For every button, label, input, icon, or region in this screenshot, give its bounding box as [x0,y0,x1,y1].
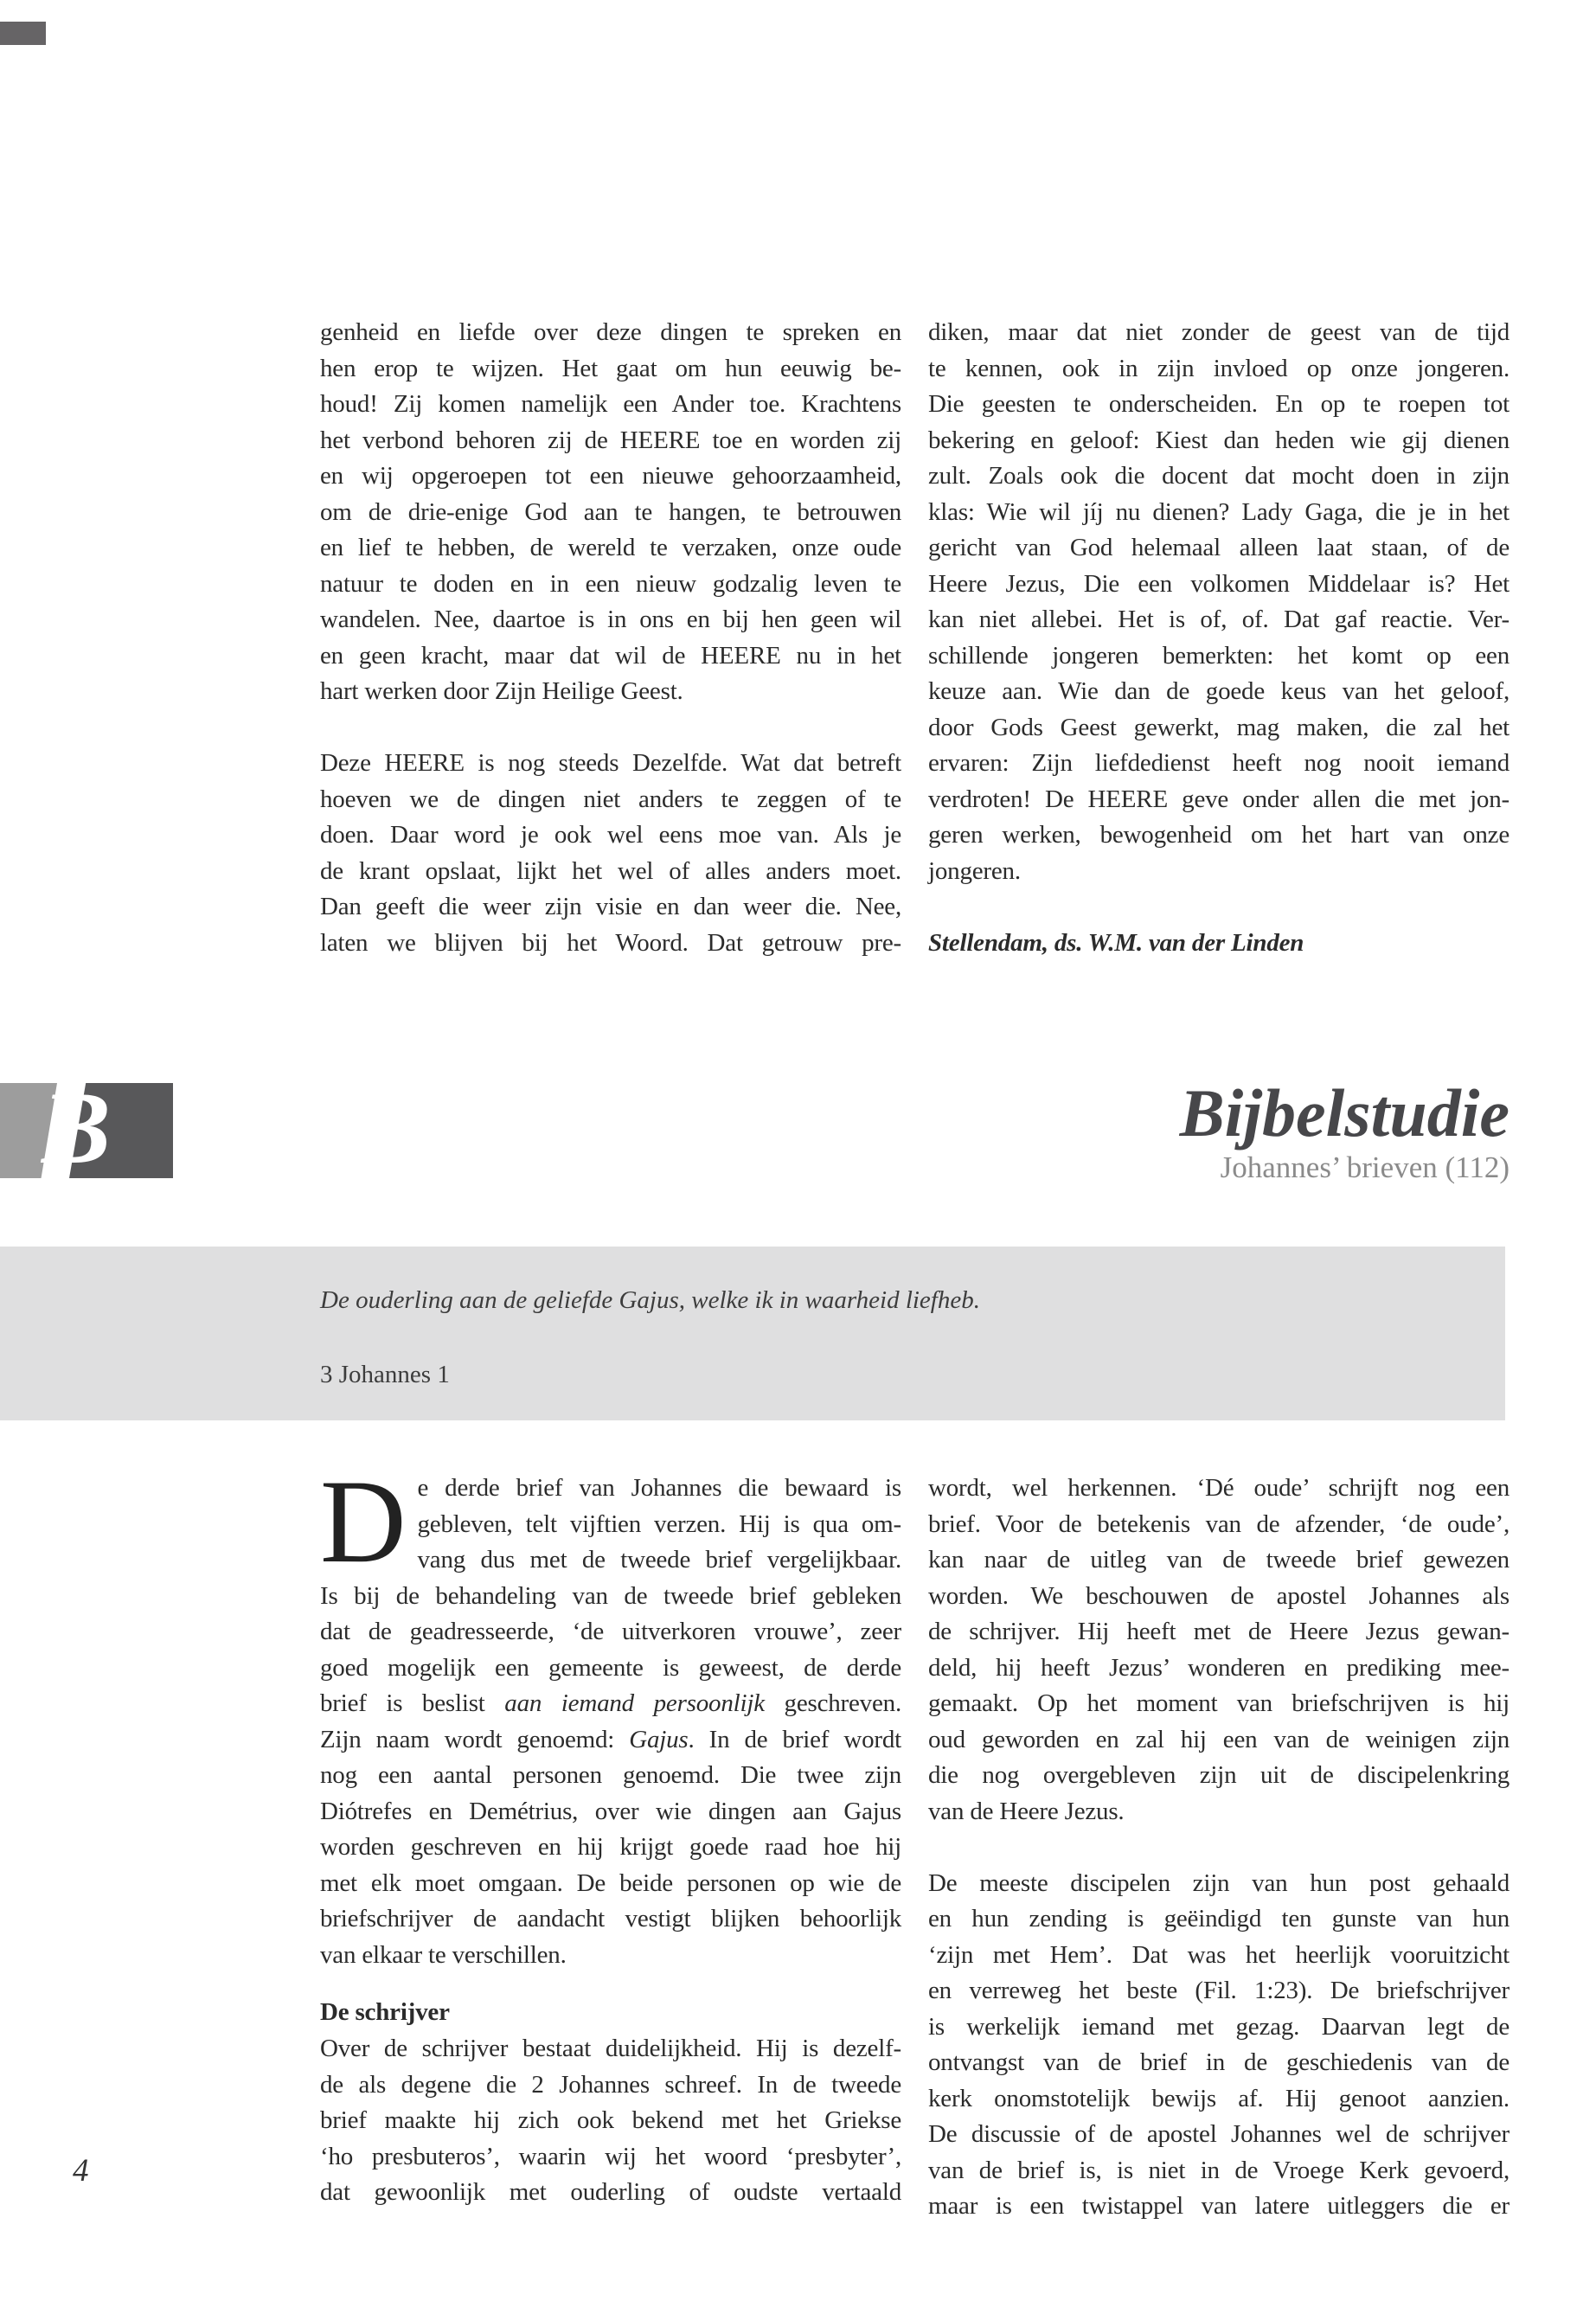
text-line: gemaakt. Op het moment van briefschrijven is hij [928,1689,1509,1717]
text-line: natuur te doden en in een nieuw godzalig leven te [320,569,901,598]
text-line: Diótrefes en Demétrius, over wie dingen aan Gajus [320,1797,901,1825]
quote-text: De ouderling aan de geliefde Gajus, welke ik in waarheid liefheb. [320,1286,980,1314]
text-line: ‘zijn met Hem’. Dat was het heerlijk vooruitzicht [928,1940,1509,1969]
text-line: wandelen. Nee, daartoe is in ons en bij hen geen wil [320,606,901,633]
text-line: met elk moet omgaan. De beide personen op wie de [320,1868,901,1897]
section-subheading: De schrijver [320,1998,450,2026]
text-line: hen erop te wijzen. Het gaat om hun eeuwig be- [320,354,901,382]
text-line: zult. Zoals ook die docent dat mocht doen in zijn [928,462,1509,490]
italic-text: aan iemand persoonlijk [504,1689,765,1717]
text-line: keuze aan. Wie dan de goede keus van het geloof, [928,677,1509,705]
text-line: maar is een twistappel van latere uitleggers die er [928,2192,1509,2220]
text-line: genheid en liefde over deze dingen te spreken en [320,318,901,346]
page-number: 4 [73,2153,89,2189]
quote-reference: 3 Johannes 1 [320,1361,450,1388]
intro-right-column [928,315,1509,961]
text-line: goed mogelijk een gemeente is geweest, de derde [320,1653,901,1682]
text-line: Die geesten te onderscheiden. En op te roepen tot [928,390,1509,418]
text-line: om de drie-enige God aan te hangen, te betrouwen [320,497,901,526]
text-line: brief is beslist aan iemand persoonlijk geschreven. [320,1689,901,1717]
corner-mark [0,22,46,45]
text-line: hoeven we de dingen niet anders te zeggen of te [320,785,901,813]
paragraph [928,1471,1509,1830]
text-line: houd! Zij komen namelijk een Ander toe. Krachtens [320,390,901,418]
text-line: bekering en geloof: Kiest dan heden wie gij dienen [928,426,1509,454]
text-line: en verreweg het beste (Fil. 1:23). De briefschrijver [928,1977,1509,2004]
text-line: Zijn naam wordt genoemd: Gajus. In de brief wordt [320,1725,901,1753]
text-line: e derde brief van Johannes die bewaard is [417,1474,901,1502]
text-line: Is bij de behandeling van de tweede brief gebleken [320,1581,901,1610]
text-line: doen. Daar word je ook wel eens moe van. Als je [320,821,901,849]
text-line: Over de schrijver bestaat duidelijkheid. Hij is dezelf- [320,2035,901,2062]
intro-left-column [320,315,901,961]
text-line: en lief te hebben, de wereld te verzaken, onze oude [320,534,901,561]
text-line: briefschrijver de aandacht vestigt blijken behoorlijk [320,1905,901,1932]
paragraph [320,746,901,961]
section-subtitle: Johannes’ brieven (112) [1220,1150,1509,1184]
paragraph [928,315,1509,889]
text-line: verdroten! De HEERE geve onder allen die met jon- [928,785,1509,813]
text-line: en geen kracht, maar dat wil de HEERE nu in het [320,641,901,670]
text-line: de schrijver. Hij heeft met de Heere Jezus gewan- [928,1618,1509,1645]
text-line: gebleven, telt vijftien verzen. Hij is qua om- [417,1509,901,1538]
text-line: het verbond behoren zij de HEERE toe en worden zij [320,426,901,454]
text-line: en wij opgeroepen tot een nieuwe gehoorzaamheid, [320,462,901,490]
text-line: worden. We beschouwen de apostel Johannes als [928,1581,1509,1610]
text-line: die nog overgebleven zijn uit de discipelenkring [928,1761,1509,1789]
text-line: brief maakte hij zich ook bekend met het Griekse [320,2106,901,2134]
text-line: Dan geeft die weer zijn visie en dan weer die. Nee, [320,893,901,920]
text-line: nog een aantal personen genoemd. Die twee zijn [320,1761,901,1789]
text-line: de krant opslaat, lijkt het wel of alles anders moet. [320,856,901,885]
text-line: jongeren. [928,856,1021,885]
text-line: brief. Voor de betekenis van de afzender, ‘de oude’, [928,1509,1509,1538]
text-line: van de brief is, is niet in de Vroege Kerk gevoerd, [928,2156,1509,2184]
text-line: geren werken, bewogenheid om het hart van onze [928,821,1509,849]
logo-letter-b: B [42,1070,112,1185]
text-line: kerk onomstotelijk bewijs af. Hij genoot aanzien. [928,2084,1509,2112]
italic-text: Gajus [629,1725,689,1753]
section-logo [0,1070,173,1185]
text-line: ontvangst van de brief in de geschiedenis van de [928,2048,1509,2076]
text-line: van elkaar te verschillen. [320,1940,567,1969]
text-line: kan naar de uitleg van de tweede brief gewezen [928,1546,1509,1574]
text-line: wordt, wel herkennen. ‘Dé oude’ schrijft nog een [928,1474,1509,1502]
text-line: dat gewoonlijk met ouderling of oudste vertaald [320,2178,901,2206]
text-line: De meeste discipelen zijn van hun post gehaald [928,1868,1509,1897]
text-line: dat de geadresseerde, ‘de uitverkoren vrouwe’, zeer [320,1618,901,1645]
text-line: schillende jongeren bemerkten: het komt op een [928,641,1509,670]
text-line: deld, hij heeft Jezus’ wonderen en prediking mee- [928,1653,1509,1682]
text-line: en hun zending is geëindigd ten gunste van hun [928,1905,1509,1932]
text-line: oud geworden en zal hij een van de weinigen zijn [928,1725,1509,1753]
text-line: door Gods Geest gewerkt, mag maken, die zal het [928,713,1509,741]
quote-bar [0,1247,1505,1420]
paragraph [928,1866,1509,2225]
text-line: Deze HEERE is nog steeds Dezelfde. Wat dat betreft [320,749,901,777]
text-line: vang dus met de tweede brief vergelijkbaar. [417,1546,901,1574]
text-line: ervaren: Zijn liefdedienst heeft nog nooit iemand [928,749,1509,777]
text-line: ‘ho presbuteros’, waarin wij het woord ‘presbyter’, [320,2142,901,2170]
text-line: hart werken door Zijn Heilige Geest. [320,677,683,705]
text-line: van de Heere Jezus. [928,1797,1125,1825]
text-line: de als degene die 2 Johannes schreef. In de tweede [320,2070,901,2099]
text-line: Heere Jezus, Die een volkomen Middelaar is? Het [928,569,1509,598]
text-line: laten we blijven bij het Woord. Dat getrouw pre- [320,928,901,957]
paragraph [320,2031,901,2211]
text-line: is werkelijk iemand met gezag. Daarvan legt de [928,2012,1509,2041]
paragraph [320,1455,901,1973]
section-header [1179,1075,1509,1185]
text-line: De discussie of de apostel Johannes wel de schrijver [928,2120,1509,2148]
text-line: kan niet allebei. Het is of, of. Dat gaf reactie. Ver- [928,606,1509,633]
paragraph [320,315,901,710]
section-title: Bijbelstudie [1179,1075,1509,1150]
text-line: diken, maar dat niet zonder de geest van de tijd [928,318,1509,346]
text-line: gericht van God helemaal alleen laat staan, of de [928,534,1509,561]
drop-cap: D [320,1455,407,1587]
study-right-column [928,1471,1509,2225]
text-line: klas: Wie wil jíj nu dienen? Lady Gaga, die je in het [928,497,1509,526]
text-line: worden geschreven en hij krijgt goede raad hoe hij [320,1833,901,1861]
study-left-column [320,1455,901,2211]
author-signature: Stellendam, ds. W.M. van der Linden [928,928,1304,957]
text-line: te kennen, ook in zijn invloed op onze jongeren. [928,354,1509,382]
